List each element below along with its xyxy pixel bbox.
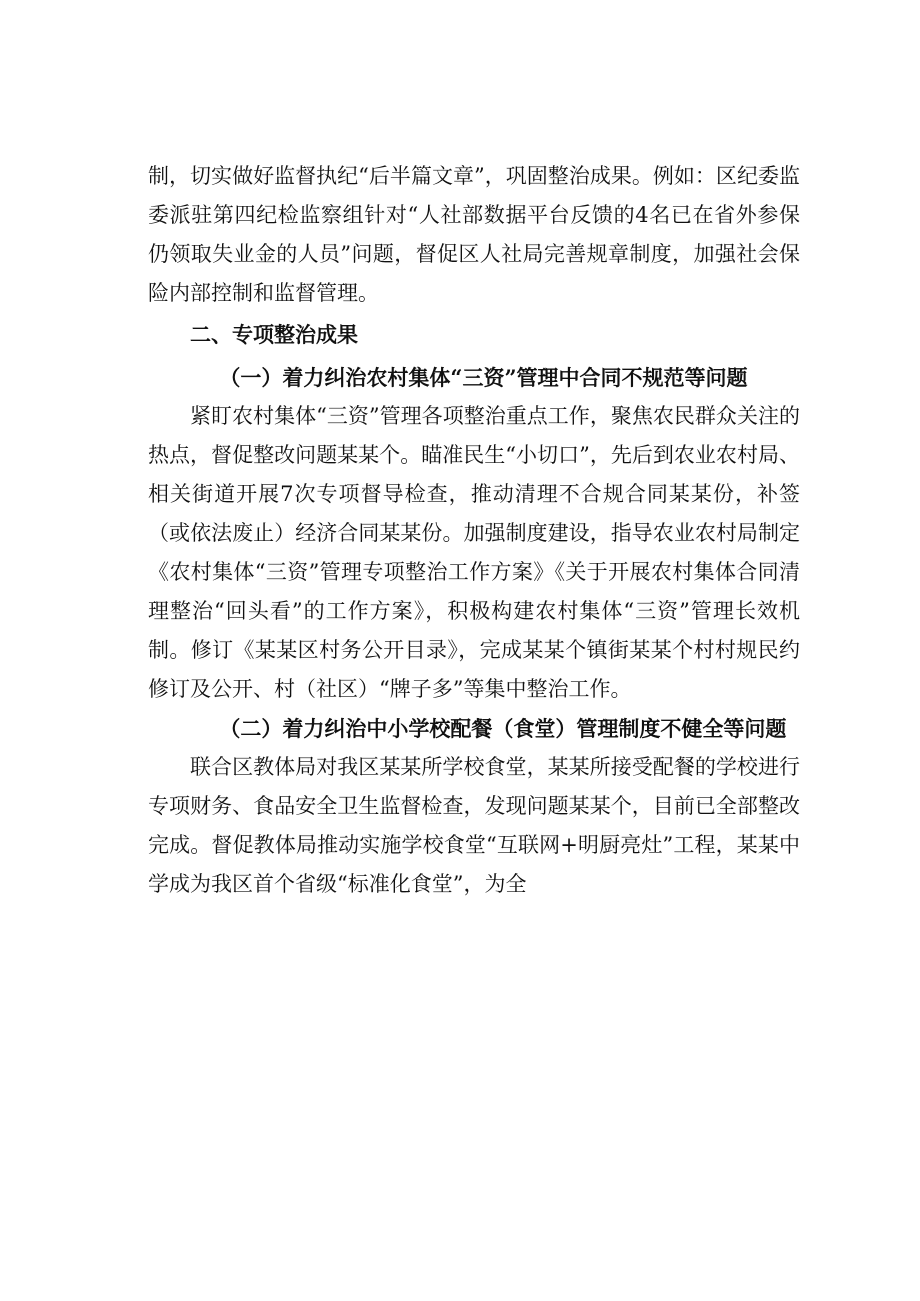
section-heading: 二、专项整治成果 [190, 323, 358, 347]
paragraph-body-1: 紧盯农村集体“三资”管理各项整治重点工作，聚焦农民群众关注的热点，督促整改问题某某个。瞄准民生“小切口”，先后到农业农村局、相关街道开展7次专项督导检查，推动清理不合规合同某某份，补签（或依法废止）经济合同某某份。加强制度建设，指导农业农村局制定《农村集体“三资”管理专项整治工作方案》《关于开展农村集体合同清理整治“回头看”的工作方案》，积极构建农村集体“三资”管理长效机制。修订《某某区村务公开目录》，完成某某个镇街某某个村村规民约修订及公开、村（社区）“牌子多”等集中整治工作。 [148, 404, 800, 701]
paragraph-body-2: 联合区教体局对我区某某所学校食堂，某某所接受配餐的学校进行专项财务、食品安全卫生监督检查，发现问题某某个，目前已全部整改完成。督促教体局推动实施学校食堂“互联网+明厨亮灶”工程，某某中学成为我区首个省级“标准化食堂”，为全 [148, 755, 800, 896]
sub-heading-1: （一）着力纠治农村集体“三资”管理中合同不规范等问题 [219, 365, 748, 390]
sub-heading-2: （二）着力纠治中小学校配餐（食堂）管理制度不健全等问题 [219, 716, 787, 741]
document-body [148, 157, 800, 904]
paragraph-continuation: 制，切实做好监督执纪“后半篇文章”，巩固整治成果。例如：区纪委监委派驻第四纪检监察组针对“人社部数据平台反馈的4名已在省外参保仍领取失业金的人员”问题，督促区人社局完善规章制度，加强社会保险内部控制和监督管理。 [148, 164, 800, 305]
